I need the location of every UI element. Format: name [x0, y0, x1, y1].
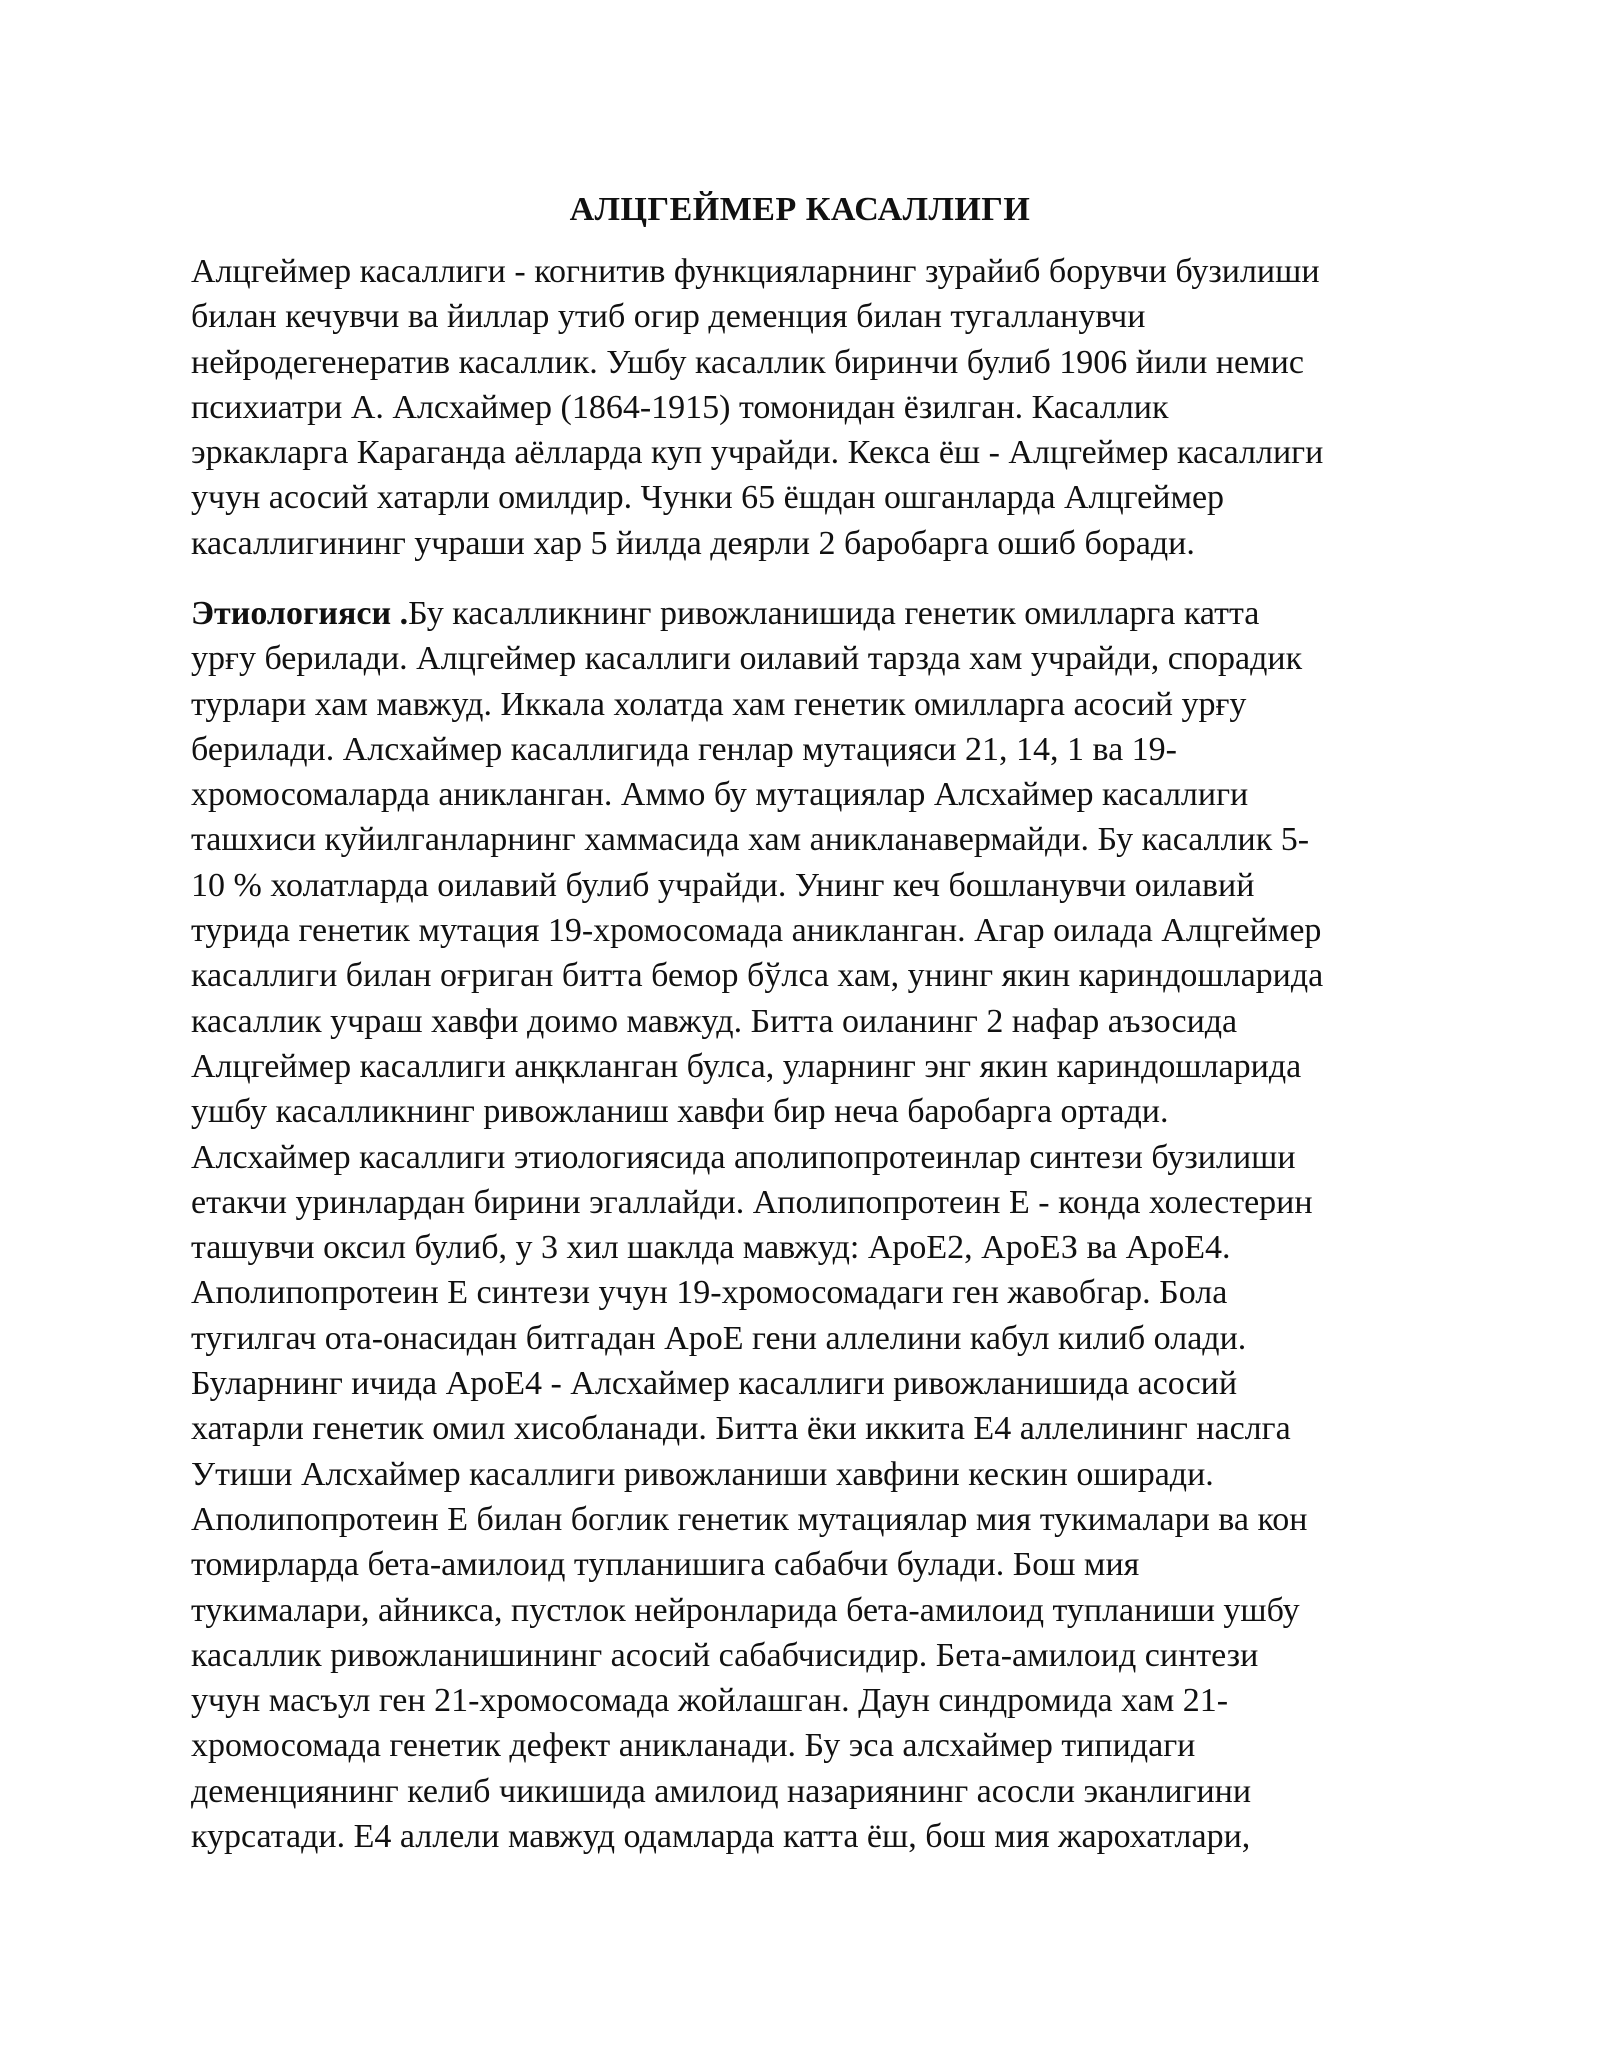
text-line: берилади. Алсхаймер касаллигида генлар мутацияси 21, 14, 1 ва 19-: [191, 730, 1177, 768]
text-line: турлари хам мавжуд. Иккала холатда хам генетик омилларга асосий урғу: [191, 685, 1247, 723]
text-line: урғу берилади. Алцгеймер касаллиги оилавий тарзда хам учрайди, спорадик: [191, 640, 1303, 678]
text-line: касаллик учраш хавфи доимо мавжуд. Битта оиланинг 2 нафар аъзосида: [191, 1002, 1238, 1040]
text-line: касаллигининг учраши хар 5 йилда деярли 2 баробарга ошиб боради.: [191, 524, 1195, 562]
text-line: Аполипопротеин Е синтези учун 19-хромосомадаги ген жавобгар. Бола: [191, 1274, 1228, 1312]
text-line: хромосомада генетик дефект аникланади. Бу эса алсхаймер типидаги: [191, 1727, 1196, 1765]
text-line: Алцгеймер касаллиги - когнитив функцияларнинг зурайиб борувчи бузилиши: [191, 253, 1320, 290]
section-heading-etiology: Этиологияси .: [191, 595, 409, 632]
text-line: Алсхаймер касаллиги этиологиясида аполипопротеинлар синтези бузилиши: [191, 1138, 1296, 1176]
paragraph-etiology: [191, 591, 1421, 1859]
text-line: хатарли генетик омил хисобланади. Битта ёки иккита Е4 аллелининг наслга: [191, 1410, 1291, 1448]
paragraph-intro: [191, 249, 1421, 566]
text-line: тугилгач ота-онасидан битгадан АроЕ гени аллелини кабул килиб олади.: [191, 1319, 1247, 1357]
text-line: Утиши Алсхаймер касаллиги ривожланиши хавфини кескин оширади.: [191, 1455, 1214, 1493]
text-line: учун асосий хатарли омилдир. Чунки 65 ёшдан ошганларда Алцгеймер: [191, 479, 1225, 517]
text-line: ташувчи оксил булиб, у 3 хил шаклда мавжуд: АроЕ2, АроЕЗ ва АроЕ4.: [191, 1229, 1231, 1267]
text-line: эркакларга Караганда аёлларда куп учрайди. Кекса ёш - Алцгеймер касаллиги: [191, 434, 1324, 472]
text-line: учун масъул ген 21-хромосомада жойлашган. Даун синдромида хам 21-: [191, 1682, 1229, 1720]
text-line: ташхиси куйилганларнинг хаммасида хам аникланавермайди. Бу касаллик 5-: [191, 821, 1310, 859]
text-line: Буларнинг ичида АроЕ4 - Алсхаймер касаллиги ривожланишида асосий: [191, 1365, 1238, 1403]
text-line: касаллик ривожланишининг асосий сабабчисидир. Бета-амилоид синтези: [191, 1636, 1259, 1674]
text-line: нейродегенератив касаллик. Ушбу касаллик биринчи булиб 1906 йили немис: [191, 343, 1304, 381]
text-line: курсатади. Е4 аллели мавжуд одамларда катта ёш, бош мия жарохатлари,: [191, 1818, 1251, 1856]
text-line: Аполипопротеин Е билан боглик генетик мутациялар мия тукималари ва кон: [191, 1500, 1308, 1538]
text-line: 10 % холатларда оилавий булиб учрайди. Унинг кеч бошланувчи оилавий: [191, 866, 1255, 904]
text-line: томирларда бета-амилоид тупланишига сабабчи булади. Бош мия: [191, 1546, 1140, 1584]
text-line: психиатри А. Алсхаймер (1864-1915) томонидан ёзилган. Касаллик: [191, 388, 1169, 426]
first-line-text: Бу касалликнинг ривожланишида генетик омилларга катта: [408, 595, 1260, 632]
text-line: хромосомаларда аникланган. Аммо бу мутациялар Алсхаймер касаллиги: [191, 776, 1249, 814]
text-line: ушбу касалликнинг ривожланиш хавфи бир неча баробарга ортади.: [191, 1093, 1169, 1131]
text-line: билан кечувчи ва йиллар утиб огир деменция билан тугалланувчи: [191, 298, 1146, 336]
text-line: етакчи уринлардан бирини эгаллайди. Аполипопротеин Е - конда холестерин: [191, 1183, 1313, 1221]
text-line: деменциянинг келиб чикишида амилоид назариянинг асосли эканлигини: [191, 1772, 1252, 1810]
text-line: турида генетик мутация 19-хромосомада аникланган. Агар оилада Алцгеймер: [191, 912, 1322, 950]
document-title: АЛЦГЕЙМЕР КАСАЛЛИГИ: [569, 191, 1031, 228]
text-line: Алцгеймер касаллиги анқкланган булса, уларнинг энг якин кариндошларида: [191, 1047, 1302, 1085]
text-line: касаллиги билан оғриган битта бемор бўлса хам, унинг якин кариндошларида: [191, 957, 1324, 995]
text-line-first: [191, 591, 1421, 636]
text-line: тукималари, айникса, пустлок нейронларида бета-амилоид тупланиши ушбу: [191, 1591, 1300, 1629]
